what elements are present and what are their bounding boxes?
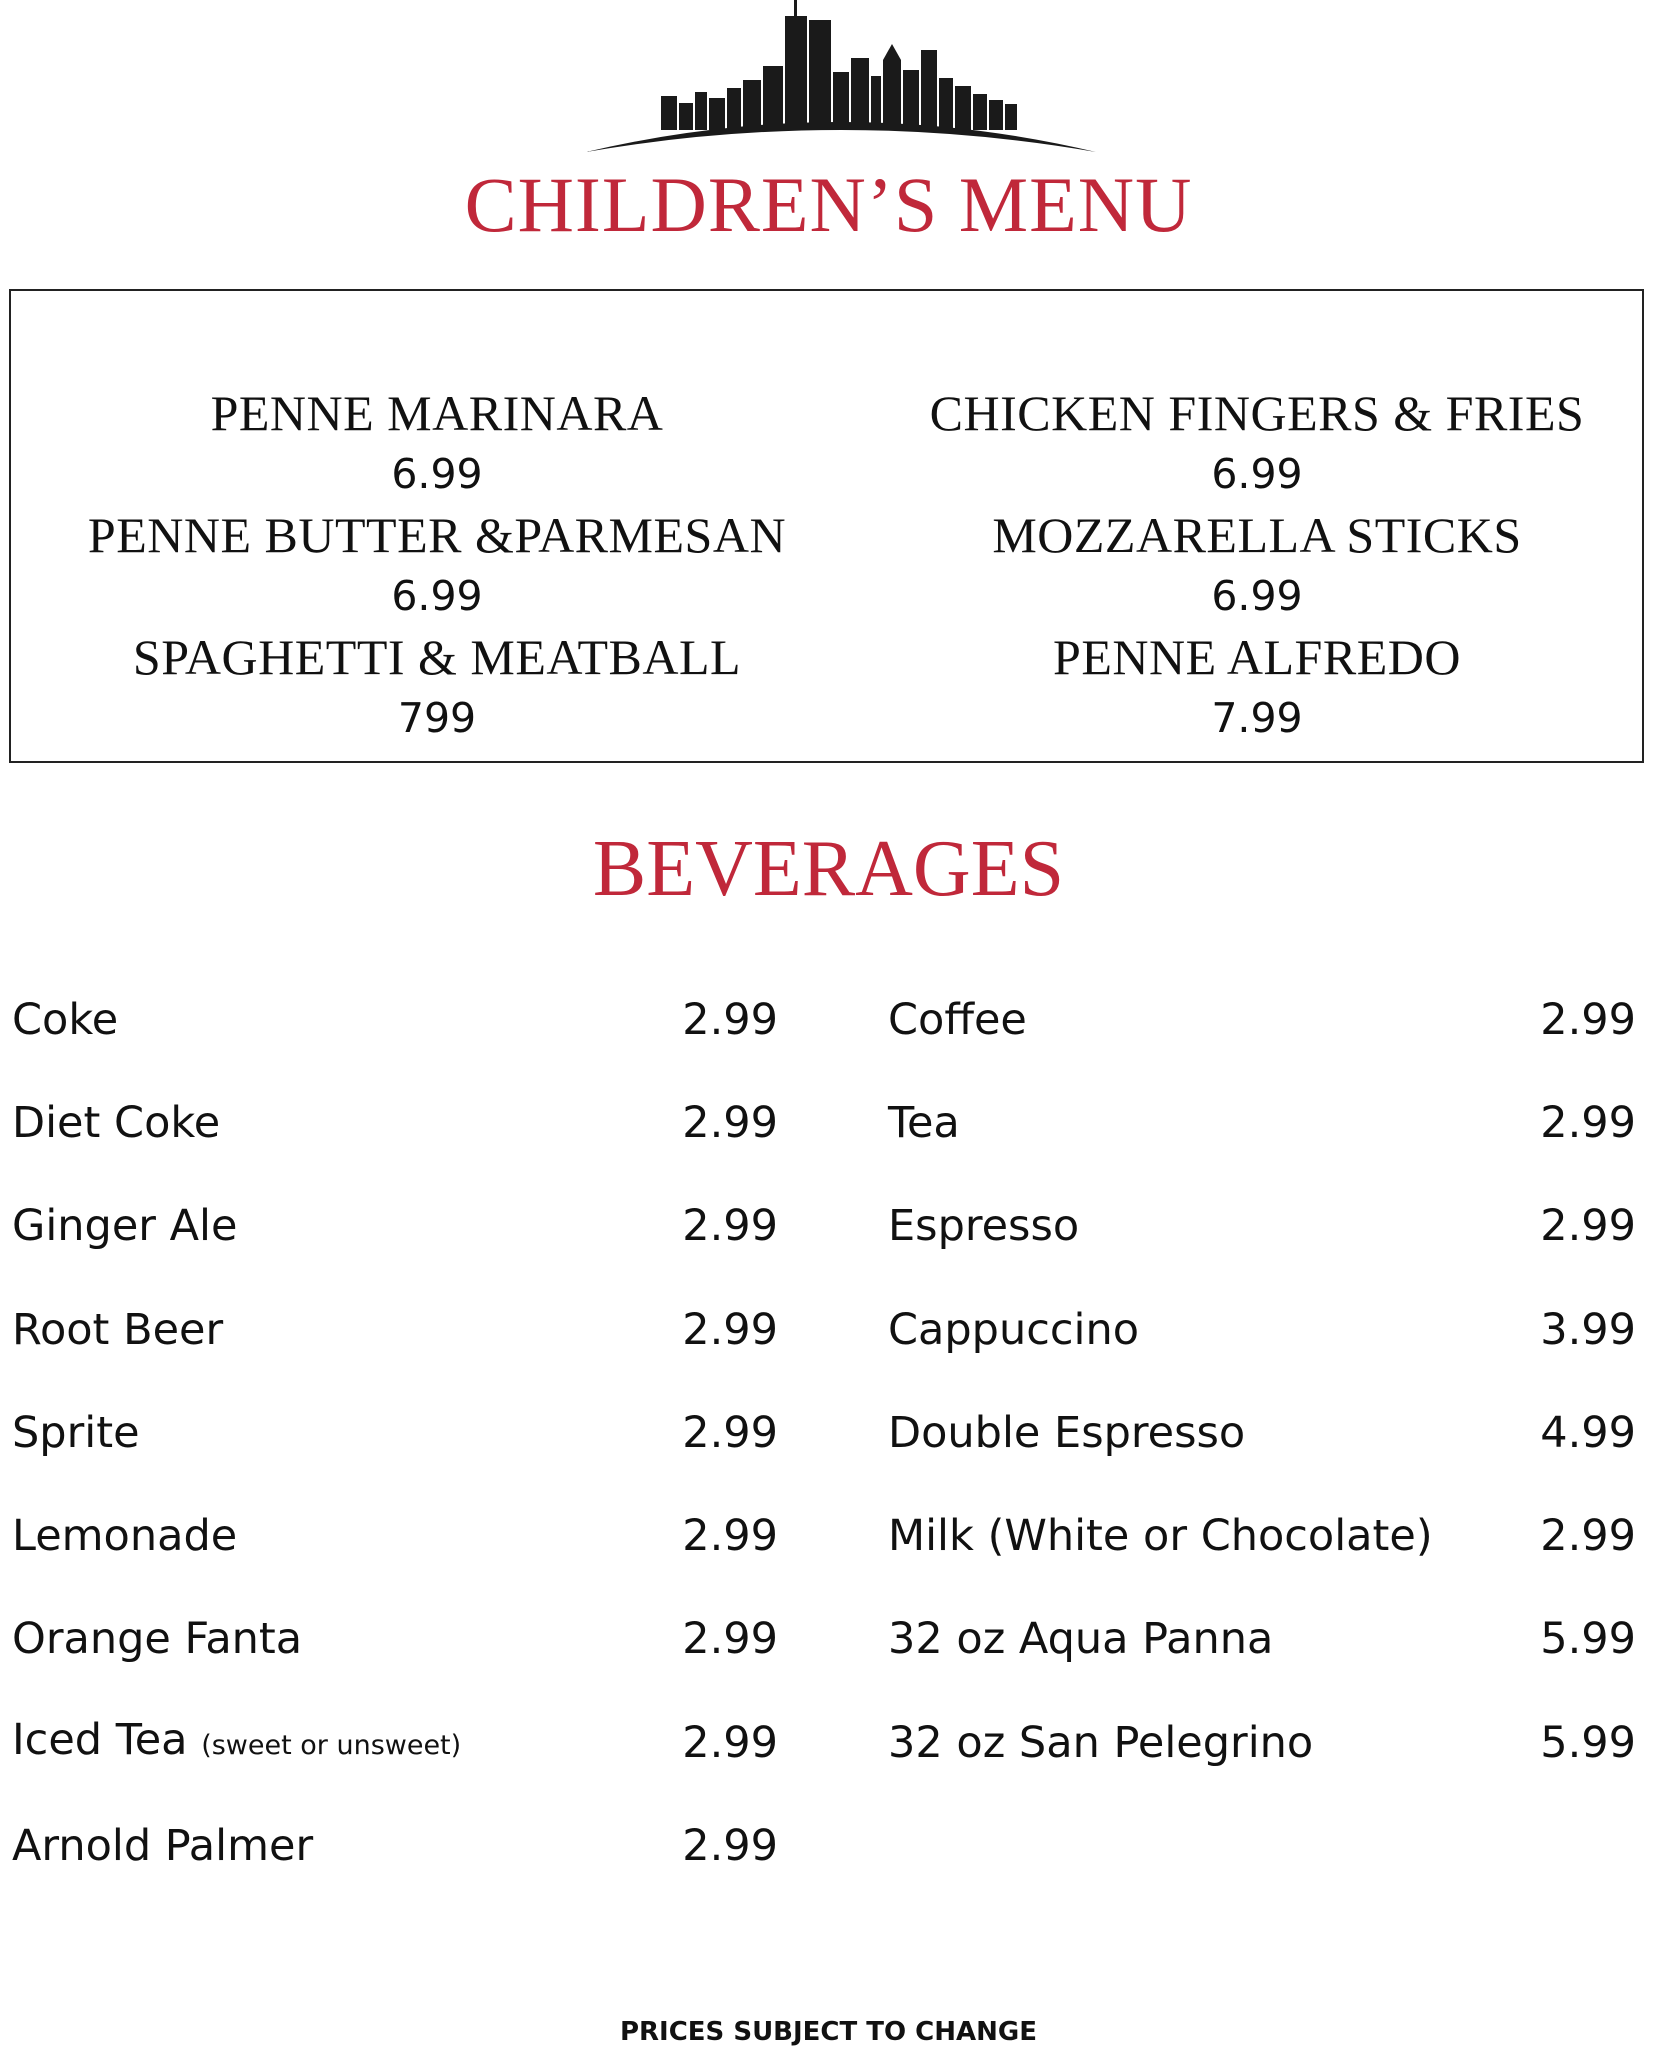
beverage-price: 2.99 bbox=[682, 1821, 778, 1872]
beverage-row bbox=[12, 1071, 778, 1174]
beverage-name: Diet Coke bbox=[12, 1097, 221, 1148]
beverage-price: 2.99 bbox=[682, 1097, 778, 1148]
beverage-price: 2.99 bbox=[682, 1717, 778, 1768]
beverages-left-column bbox=[12, 968, 778, 1898]
beverage-row bbox=[888, 1278, 1636, 1381]
beverage-name: Orange Fanta bbox=[12, 1614, 303, 1665]
beverage-row bbox=[888, 1071, 1636, 1174]
beverage-name: Coke bbox=[12, 994, 119, 1045]
beverage-row bbox=[888, 1691, 1636, 1794]
beverage-price: 4.99 bbox=[1540, 1407, 1636, 1458]
beverage-row bbox=[888, 1175, 1636, 1278]
beverage-name: Sprite bbox=[12, 1407, 140, 1458]
beverage-row bbox=[12, 1588, 778, 1691]
beverage-price: 2.99 bbox=[682, 1614, 778, 1665]
beverage-note: (sweet or unsweet) bbox=[201, 1729, 462, 1761]
beverage-row bbox=[888, 1588, 1636, 1691]
beverage-row bbox=[12, 1278, 778, 1381]
beverage-name: Iced Tea bbox=[12, 1714, 188, 1765]
beverage-price: 5.99 bbox=[1540, 1717, 1636, 1768]
beverage-row bbox=[888, 968, 1636, 1071]
beverage-name: 32 oz Aqua Panna bbox=[888, 1614, 1274, 1665]
dish-name: SPAGHETTI & MEATBALL bbox=[132, 629, 742, 685]
dish-price: 6.99 bbox=[1211, 572, 1303, 620]
prices-notice: PRICES SUBJECT TO CHANGE bbox=[619, 2017, 1038, 2047]
beverage-price: 2.99 bbox=[1540, 1097, 1636, 1148]
beverage-price: 2.99 bbox=[682, 1304, 778, 1355]
beverage-row bbox=[12, 1381, 778, 1484]
beverage-name: Cappuccino bbox=[888, 1304, 1140, 1355]
beverage-name: 32 oz San Pelegrino bbox=[888, 1717, 1314, 1768]
dish-price: 799 bbox=[397, 694, 477, 742]
beverage-name: Arnold Palmer bbox=[12, 1821, 314, 1872]
beverage-name: Espresso bbox=[888, 1201, 1080, 1252]
dish-name: PENNE BUTTER &PARMESAN bbox=[87, 507, 787, 563]
beverage-name-group bbox=[12, 1710, 461, 1776]
beverage-name: Lemonade bbox=[12, 1511, 238, 1562]
beverage-price: 2.99 bbox=[1540, 1511, 1636, 1562]
beverage-price: 2.99 bbox=[682, 1511, 778, 1562]
beverage-price: 2.99 bbox=[682, 994, 778, 1045]
beverage-row bbox=[888, 1484, 1636, 1587]
beverage-price: 5.99 bbox=[1540, 1614, 1636, 1665]
beverage-price: 2.99 bbox=[1540, 994, 1636, 1045]
city-skyline-icon bbox=[586, 0, 1096, 156]
beverage-name: Ginger Ale bbox=[12, 1201, 238, 1252]
beverage-name: Double Espresso bbox=[888, 1407, 1246, 1458]
beverage-row bbox=[12, 1794, 778, 1897]
beverage-row bbox=[12, 1484, 778, 1587]
dish-name: PENNE ALFREDO bbox=[1053, 629, 1461, 685]
beverage-name: Milk (White or Chocolate) bbox=[888, 1511, 1433, 1562]
dish-price: 6.99 bbox=[391, 572, 483, 620]
kids-menu-box bbox=[9, 289, 1644, 763]
beverage-price: 3.99 bbox=[1540, 1304, 1636, 1355]
beverage-name: Tea bbox=[888, 1097, 960, 1148]
beverage-price: 2.99 bbox=[682, 1201, 778, 1252]
beverage-name: Root Beer bbox=[12, 1304, 224, 1355]
kids-menu-right-column bbox=[847, 383, 1657, 749]
beverage-row bbox=[12, 968, 778, 1071]
kids-menu-left-column bbox=[27, 383, 847, 749]
dish-name: MOZZARELLA STICKS bbox=[992, 507, 1522, 563]
beverage-row bbox=[12, 1175, 778, 1278]
beverage-row bbox=[12, 1691, 778, 1794]
page-title: CHILDREN’S MENU bbox=[464, 161, 1193, 248]
dish-price: 6.99 bbox=[1211, 450, 1303, 498]
beverage-name: Coffee bbox=[888, 994, 1027, 1045]
dish-price: 6.99 bbox=[391, 450, 483, 498]
beverage-price: 2.99 bbox=[1540, 1201, 1636, 1252]
dish-name: CHICKEN FINGERS & FRIES bbox=[929, 385, 1585, 441]
beverages-right-column bbox=[888, 968, 1636, 1794]
beverage-price: 2.99 bbox=[682, 1407, 778, 1458]
dish-name: PENNE MARINARA bbox=[210, 385, 664, 441]
dish-price: 7.99 bbox=[1211, 694, 1303, 742]
beverage-row bbox=[888, 1381, 1636, 1484]
beverages-title: BEVERAGES bbox=[592, 825, 1065, 913]
